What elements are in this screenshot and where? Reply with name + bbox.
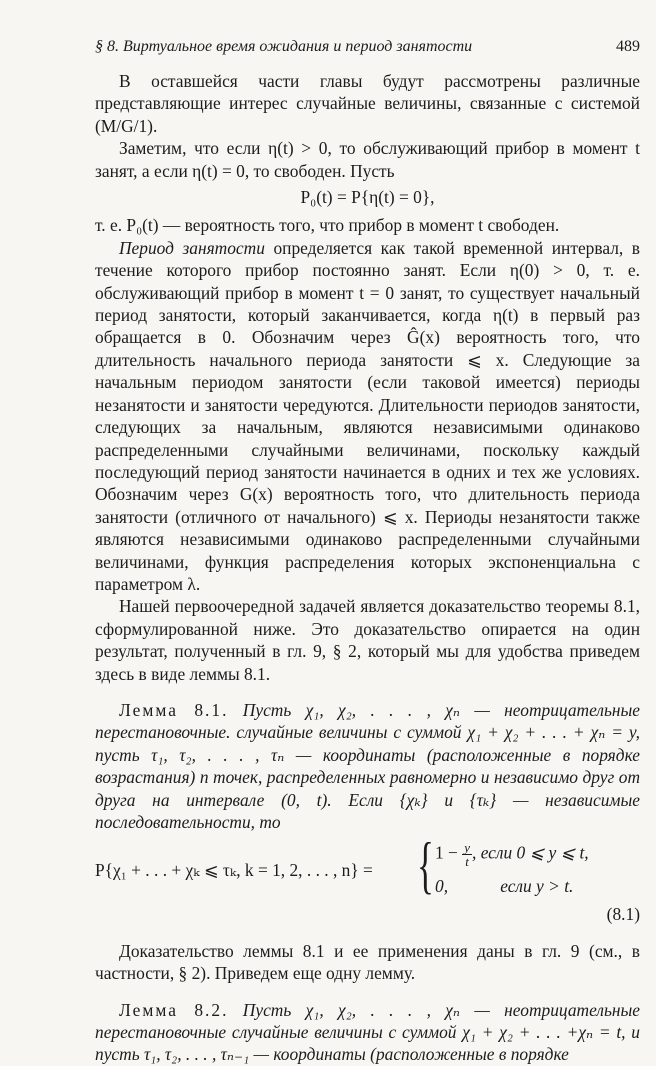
equation-number: (8.1) <box>606 904 640 925</box>
header-title: § 8. Виртуальное время ожидания и период занятости <box>95 38 473 55</box>
page-number: 489 <box>616 38 640 55</box>
term-busy-period: Период занятости <box>119 237 265 258</box>
lemma-8-2-label: Лемма 8.2. <box>119 999 229 1020</box>
lemma-8-2 <box>95 999 640 1066</box>
formula-p0: P₀(t) = P{η(t) = 0}, <box>300 187 435 208</box>
lemma-8-1-label: Лемма 8.1. <box>119 699 229 720</box>
paragraph-intro: В оставшейся части главы будут рассмотрены различные представляющие интерес случайные величины, связанные с системой (M/G/1). <box>95 71 640 136</box>
lemma-8-1-text: Пусть χ₁, χ₂, . . . , χₙ — неотрицательные перестановочные. случайные величины с суммой χ₁ + χ₂ + . . . + χₙ = y, пусть τ₁, τ₂, . . . , τₙ — координаты (расположенные в порядке возрастания) n точек, распределенных равномерно и независимо друг от друга на интервале (0, t). Если {χₖ} и {τₖ} — независимые последовательности, то <box>95 699 640 832</box>
running-header <box>95 38 640 56</box>
formula-8-1-case1: 1 − $\frac{y}{t}$ , если 0 ⩽ y ⩽ t, <box>435 840 589 870</box>
paragraph-eta: Заметим, что если η(t) > 0, то обслуживающий прибор в момент t занят, а если η(t) = 0, то свободен. Пусть <box>95 138 640 181</box>
lemma-8-2-text: Пусть χ₁, χ₂, . . . , χₙ — неотрицательные перестановочные случайные величины с суммой χ₁ + χ₂ + . . . +χₙ = t, и пусть τ₁, τ₂, . . . , τₙ₋₁ — координаты (расположенные в порядке <box>95 999 640 1065</box>
paragraph-proof-ref: Доказательство леммы 8.1 и ее применения даны в гл. 9 (см., в частности, § 2). Приведем еще одну лемму. <box>95 940 640 984</box>
paragraph-task: Нашей первоочередной задачей является доказательство теоремы 8.1, сформулированной ниже. Это доказательство опирается на один результат, полученный в гл. 9, § 2, который мы для удобства приведем здесь в виде леммы 8.1. <box>95 596 640 684</box>
formula-8-1-lhs: P{χ₁ + . . . + χₖ ⩽ τₖ, k = 1, 2, . . . , n} = <box>95 860 373 881</box>
busy-period-text: определяется как такой временной интервал, в течение которого прибор постоянно занят. Если η(0) > 0, т. е. обслуживающий прибор в момент t = 0 занят, то существует начальный период занятости, который заканчивается, когда η(t) в первый раз обращается в 0. Обозначим через Ĝ(x) вероятность того, что длительность начального периода занятости ⩽ x. Следующие за начальным периодом занятости (если таковой имеется) периоды незанятости и занятости чередуются. Длительности периодов занятости, следующих за начальным, являются независимыми одинаково распределенными случайными величинами, поскольку каждый последующий период занятости начинается в одних и тех же условиях. Обозначим через G(x) вероятность того, что длительность периода занятости (отличного от начального) ⩽ x. Периоды незанятости также являются независимыми одинаково распределенными случайными величинами, функция распределения которых экспоненциальна с параметром λ. <box>95 237 640 594</box>
formula-8-1-case2: 0, если y > t. <box>435 876 574 897</box>
lemma-8-1 <box>95 699 640 833</box>
page-body <box>95 70 640 1066</box>
brace-symbol: { <box>417 829 434 901</box>
formula-8-1 <box>95 829 640 905</box>
paragraph-p0-def: т. е. P₀(t) — вероятность того, что прибор в момент t свободен. <box>95 215 560 236</box>
paragraph-busy-period <box>95 237 640 596</box>
fraction-y-over-t: $\frac{y}{t}$ <box>464 840 470 870</box>
